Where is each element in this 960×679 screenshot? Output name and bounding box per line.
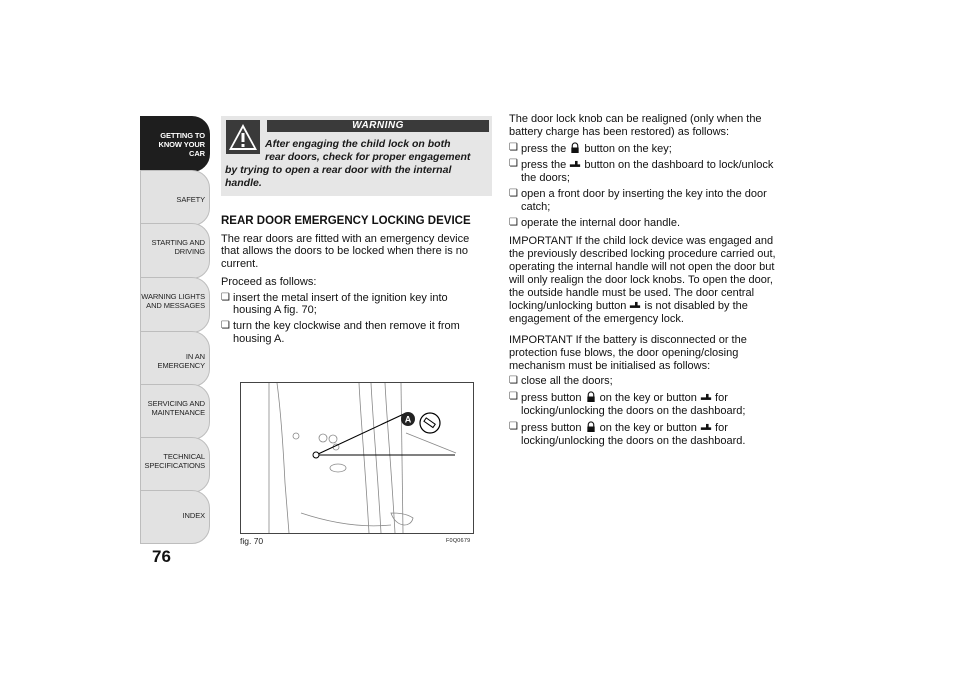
step-text: button on the key; bbox=[584, 142, 672, 155]
tab-safety[interactable] bbox=[140, 170, 210, 226]
door-lock-button-icon bbox=[569, 158, 581, 169]
tab-in-an-emergency[interactable] bbox=[140, 331, 210, 387]
warning-text-line2: rear doors, check for proper engagement bbox=[265, 151, 471, 163]
tab-warning-lights-and-messages[interactable] bbox=[140, 277, 210, 333]
padlock-icon bbox=[569, 142, 581, 153]
tab-label-line1: WARNING LIGHTS bbox=[141, 292, 205, 301]
list-item bbox=[509, 158, 781, 185]
tab-label-line1: STARTING AND bbox=[151, 238, 205, 247]
section-heading: REAR DOOR EMERGENCY LOCKING DEVICE bbox=[221, 215, 471, 227]
tab-label-line1: SAFETY bbox=[176, 195, 205, 204]
step-text: on the key or button bbox=[599, 392, 697, 405]
warning-text-line1: After engaging the child lock on both bbox=[265, 138, 451, 150]
list-item: ❏ insert the metal insert of the ignition key into housing A fig. 70; bbox=[221, 292, 489, 318]
step-text: on the key or button bbox=[599, 421, 697, 434]
figure-code: F0Q0679 bbox=[446, 538, 471, 544]
tab-servicing-and-maintenance[interactable] bbox=[140, 384, 210, 440]
step-text: press button bbox=[521, 392, 582, 405]
tab-label-line1: INDEX bbox=[182, 511, 205, 520]
list-item bbox=[509, 142, 781, 156]
tab-label-line2: AND MESSAGES bbox=[146, 301, 205, 310]
warning-title: WARNING bbox=[267, 120, 489, 132]
list-item bbox=[509, 421, 781, 448]
door-lock-button-icon bbox=[700, 391, 712, 402]
step-text: press the bbox=[521, 159, 567, 172]
important-paragraph-1 bbox=[509, 235, 781, 326]
list-item bbox=[509, 391, 781, 418]
tab-label-line1: TECHNICAL bbox=[163, 452, 205, 461]
step-text: press button bbox=[521, 421, 582, 434]
tab-label-line2: KNOW YOUR CAR bbox=[158, 140, 205, 158]
warning-text-rest: by trying to open a rear door with the internal handle. bbox=[225, 164, 452, 189]
tab-label-line1: GETTING TO bbox=[160, 131, 205, 140]
tab-label-line2: DRIVING bbox=[174, 247, 205, 256]
step-text: for locking/unlocking the doors on the dashboard; bbox=[521, 392, 746, 417]
important-text: is not disabled by the engagement of the emergency lock. bbox=[509, 300, 748, 326]
door-lock-illustration bbox=[241, 383, 473, 533]
right-column bbox=[509, 113, 781, 450]
tab-label-line1: SERVICING AND bbox=[147, 399, 205, 408]
door-lock-button-icon bbox=[700, 421, 712, 432]
tab-label-line1: IN AN EMERGENCY bbox=[157, 352, 205, 370]
step-text: button on the dashboard to lock/unlock the doors; bbox=[521, 159, 774, 185]
padlock-icon bbox=[585, 391, 597, 402]
proceed-text: Proceed as follows: bbox=[221, 275, 317, 288]
list-item: ❏ open a front door by inserting the key into the door catch; bbox=[509, 188, 781, 214]
step-text: for locking/unlocking the doors on the dashboard. bbox=[521, 421, 746, 447]
list-item: ❏ close all the doors; bbox=[509, 375, 781, 388]
tab-technical-specifications[interactable] bbox=[140, 437, 210, 493]
tab-getting-to-know-your-car[interactable] bbox=[140, 116, 210, 172]
warning-text bbox=[225, 138, 491, 190]
figure-70 bbox=[240, 382, 474, 534]
list-item: ❏ turn the key clockwise and then remove it from housing A. bbox=[221, 320, 489, 346]
door-lock-button-icon bbox=[629, 299, 641, 310]
list-item: ❏ operate the internal door handle. bbox=[509, 217, 781, 230]
left-column bbox=[221, 215, 489, 349]
tab-starting-and-driving[interactable] bbox=[140, 223, 210, 279]
tab-label-line2: MAINTENANCE bbox=[151, 408, 205, 417]
step-text: press the bbox=[521, 142, 567, 155]
intro-paragraph: The rear doors are fitted with an emergency device that allows the doors to be locked when there is no current. bbox=[221, 232, 470, 271]
padlock-icon bbox=[585, 421, 597, 432]
tab-label-line2: SPECIFICATIONS bbox=[144, 461, 205, 470]
realign-intro: The door lock knob can be realigned (only when the battery charge has been restored) as follows: bbox=[509, 113, 762, 138]
important-paragraph-2: IMPORTANT If the battery is disconnected or the protection fuse blows, the door opening/closing mechanism must be initialised as follows: bbox=[509, 333, 747, 372]
page-number: 76 bbox=[152, 547, 171, 566]
warning-box bbox=[221, 116, 492, 196]
figure-caption: fig. 70 bbox=[240, 536, 264, 546]
callout-label: A bbox=[404, 414, 412, 425]
tab-index[interactable] bbox=[140, 490, 210, 544]
important-text: IMPORTANT If the child lock device was engaged and the previously described locking procedure carried out, operating the internal handle will not open the door but will only realign the door lock knobs. To open the door, the outside handle must be used. The door central locking/unlocking button bbox=[509, 235, 776, 313]
